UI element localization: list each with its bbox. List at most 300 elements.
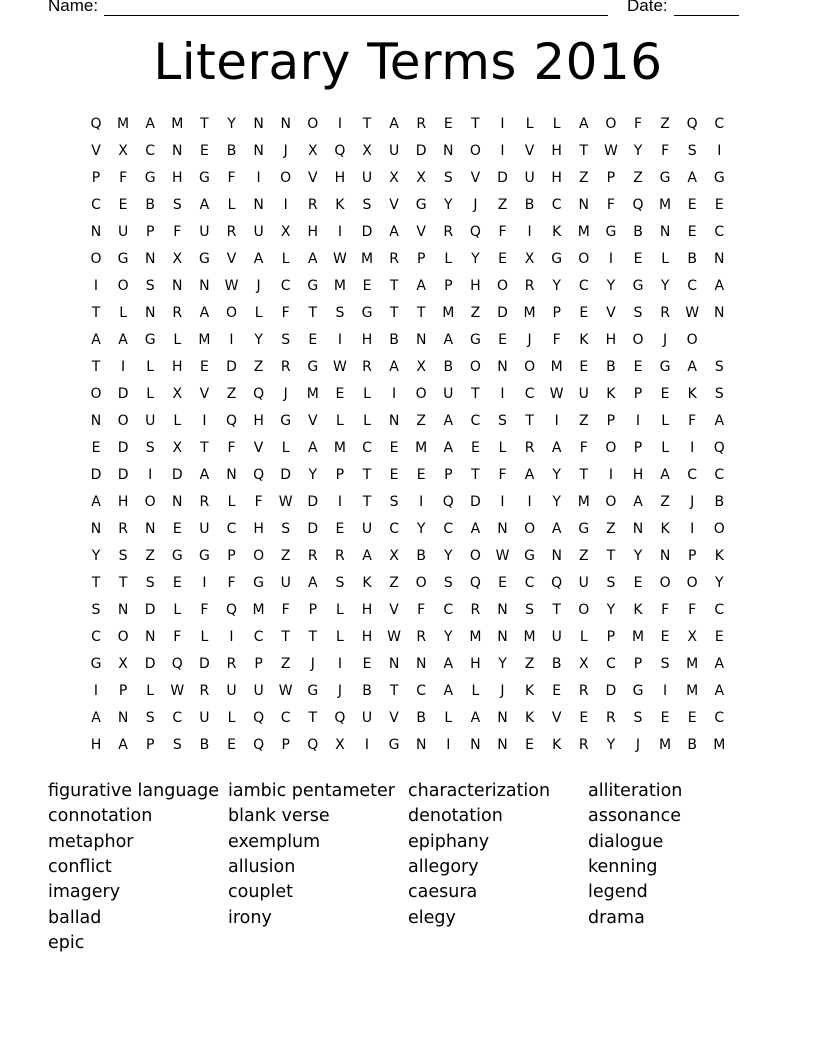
- grid-letter[interactable]: T: [389, 278, 399, 294]
- grid-letter[interactable]: O: [307, 116, 319, 132]
- grid-letter[interactable]: B: [199, 737, 210, 753]
- grid-letter[interactable]: Y: [715, 575, 724, 591]
- grid-letter[interactable]: Z: [280, 656, 291, 672]
- grid-letter[interactable]: L: [661, 440, 669, 456]
- grid-letter[interactable]: G: [632, 278, 644, 294]
- grid-letter[interactable]: Y: [633, 548, 643, 564]
- grid-letter[interactable]: O: [578, 251, 590, 267]
- grid-letter[interactable]: T: [281, 629, 290, 645]
- grid-letter[interactable]: O: [605, 440, 617, 456]
- grid-letter[interactable]: I: [202, 575, 207, 591]
- grid-letter[interactable]: I: [608, 467, 613, 483]
- grid-letter[interactable]: H: [551, 170, 562, 186]
- grid-letter[interactable]: T: [308, 629, 318, 645]
- grid-letter[interactable]: R: [578, 683, 589, 699]
- grid-letter[interactable]: Q: [551, 575, 563, 591]
- grid-letter[interactable]: H: [470, 656, 481, 672]
- grid-letter[interactable]: R: [307, 548, 318, 564]
- grid-letter[interactable]: C: [578, 278, 589, 294]
- grid-letter[interactable]: X: [172, 251, 183, 267]
- grid-letter[interactable]: V: [389, 602, 399, 618]
- grid-letter[interactable]: R: [118, 521, 128, 537]
- grid-letter[interactable]: P: [633, 386, 643, 402]
- grid-letter[interactable]: R: [389, 251, 399, 267]
- grid-letter[interactable]: Q: [632, 197, 644, 213]
- grid-letter[interactable]: X: [416, 359, 426, 375]
- grid-letter[interactable]: A: [551, 521, 562, 537]
- grid-letter[interactable]: Z: [226, 386, 237, 402]
- grid-letter[interactable]: I: [446, 737, 451, 753]
- grid-letter[interactable]: L: [525, 116, 534, 132]
- grid-letter[interactable]: Q: [686, 116, 698, 132]
- grid-letter[interactable]: H: [253, 521, 264, 537]
- grid-letter[interactable]: Z: [280, 548, 291, 564]
- grid-letter[interactable]: K: [606, 386, 616, 402]
- grid-letter[interactable]: N: [497, 521, 508, 537]
- grid-letter[interactable]: F: [661, 143, 670, 159]
- grid-letter[interactable]: A: [91, 494, 101, 510]
- grid-letter[interactable]: Y: [552, 278, 561, 294]
- grid-letter[interactable]: N: [117, 602, 129, 618]
- grid-letter[interactable]: B: [443, 359, 454, 375]
- grid-letter[interactable]: L: [173, 602, 182, 618]
- grid-letter[interactable]: O: [253, 548, 265, 564]
- grid-letter[interactable]: Y: [254, 332, 263, 348]
- grid-letter[interactable]: N: [90, 224, 102, 240]
- grid-letter[interactable]: E: [660, 710, 670, 726]
- grid-letter[interactable]: E: [633, 251, 643, 267]
- grid-letter[interactable]: B: [551, 656, 562, 672]
- grid-letter[interactable]: G: [659, 359, 671, 375]
- grid-letter[interactable]: J: [256, 278, 261, 294]
- grid-letter[interactable]: P: [444, 278, 453, 294]
- grid-letter[interactable]: D: [117, 440, 129, 456]
- grid-letter[interactable]: V: [199, 386, 210, 402]
- grid-letter[interactable]: D: [90, 467, 102, 483]
- grid-letter[interactable]: M: [550, 359, 563, 375]
- grid-letter[interactable]: K: [687, 386, 697, 402]
- grid-letter[interactable]: M: [713, 737, 726, 753]
- grid-letter[interactable]: H: [172, 170, 183, 186]
- grid-letter[interactable]: D: [497, 305, 508, 321]
- grid-letter[interactable]: F: [661, 602, 670, 618]
- grid-letter[interactable]: F: [579, 440, 588, 456]
- grid-letter[interactable]: E: [714, 197, 724, 213]
- grid-letter[interactable]: A: [389, 359, 399, 375]
- grid-letter[interactable]: R: [226, 224, 237, 240]
- grid-letter[interactable]: H: [361, 602, 373, 618]
- grid-letter[interactable]: E: [498, 575, 507, 591]
- grid-letter[interactable]: P: [444, 467, 453, 483]
- grid-letter[interactable]: Q: [171, 656, 183, 672]
- grid-letter[interactable]: T: [91, 305, 101, 321]
- grid-letter[interactable]: A: [253, 251, 264, 267]
- grid-letter[interactable]: Q: [469, 224, 481, 240]
- grid-letter[interactable]: T: [200, 116, 209, 132]
- grid-letter[interactable]: U: [524, 170, 535, 186]
- grid-letter[interactable]: Y: [91, 548, 101, 564]
- grid-letter[interactable]: C: [253, 629, 264, 645]
- grid-letter[interactable]: G: [90, 656, 102, 672]
- grid-letter[interactable]: E: [687, 710, 697, 726]
- grid-letter[interactable]: C: [145, 143, 156, 159]
- grid-letter[interactable]: E: [118, 197, 128, 213]
- grid-letter[interactable]: S: [335, 575, 345, 591]
- grid-letter[interactable]: P: [254, 656, 263, 672]
- grid-letter[interactable]: G: [605, 224, 617, 240]
- grid-letter[interactable]: B: [687, 737, 697, 753]
- grid-letter[interactable]: T: [362, 467, 372, 483]
- name-line[interactable]: [104, 15, 608, 16]
- grid-letter[interactable]: U: [443, 386, 454, 402]
- grid-letter[interactable]: F: [688, 413, 697, 429]
- grid-letter[interactable]: H: [334, 170, 346, 186]
- grid-letter[interactable]: D: [605, 683, 617, 699]
- grid-letter[interactable]: E: [633, 359, 643, 375]
- grid-letter[interactable]: G: [280, 413, 292, 429]
- grid-letter[interactable]: A: [443, 440, 454, 456]
- grid-letter[interactable]: P: [145, 224, 155, 240]
- grid-letter[interactable]: R: [416, 629, 427, 645]
- grid-letter[interactable]: U: [361, 521, 373, 537]
- grid-letter[interactable]: T: [416, 305, 426, 321]
- grid-letter[interactable]: N: [497, 602, 508, 618]
- grid-letter[interactable]: V: [226, 251, 237, 267]
- grid-letter[interactable]: F: [552, 332, 561, 348]
- grid-letter[interactable]: S: [362, 197, 372, 213]
- grid-letter[interactable]: L: [281, 440, 290, 456]
- grid-letter[interactable]: L: [444, 251, 453, 267]
- grid-letter[interactable]: R: [470, 602, 481, 618]
- grid-letter[interactable]: A: [687, 359, 697, 375]
- grid-letter[interactable]: L: [227, 710, 236, 726]
- grid-letter[interactable]: X: [687, 629, 697, 645]
- grid-letter[interactable]: C: [91, 197, 101, 213]
- grid-letter[interactable]: T: [308, 710, 318, 726]
- grid-letter[interactable]: E: [335, 386, 345, 402]
- grid-letter[interactable]: C: [606, 656, 616, 672]
- grid-letter[interactable]: A: [199, 197, 210, 213]
- grid-letter[interactable]: N: [280, 116, 291, 132]
- grid-letter[interactable]: N: [144, 629, 156, 645]
- grid-letter[interactable]: Y: [633, 143, 643, 159]
- grid-letter[interactable]: A: [308, 440, 318, 456]
- grid-letter[interactable]: B: [633, 224, 643, 240]
- grid-letter[interactable]: I: [337, 224, 342, 240]
- grid-letter[interactable]: O: [632, 332, 644, 348]
- grid-letter[interactable]: D: [171, 467, 183, 483]
- grid-letter[interactable]: U: [145, 413, 156, 429]
- grid-letter[interactable]: A: [443, 656, 454, 672]
- grid-letter[interactable]: E: [498, 332, 507, 348]
- grid-letter[interactable]: L: [119, 305, 127, 321]
- grid-letter[interactable]: W: [387, 629, 402, 645]
- grid-letter[interactable]: A: [714, 656, 725, 672]
- grid-letter[interactable]: O: [90, 251, 102, 267]
- grid-letter[interactable]: N: [172, 143, 183, 159]
- grid-letter[interactable]: G: [144, 170, 156, 186]
- grid-letter[interactable]: A: [416, 278, 426, 294]
- grid-letter[interactable]: T: [471, 386, 480, 402]
- grid-letter[interactable]: I: [337, 332, 342, 348]
- grid-letter[interactable]: L: [661, 413, 669, 429]
- grid-letter[interactable]: B: [226, 143, 237, 159]
- grid-letter[interactable]: C: [524, 386, 535, 402]
- grid-letter[interactable]: G: [307, 359, 319, 375]
- grid-letter[interactable]: F: [417, 602, 426, 618]
- grid-letter[interactable]: S: [389, 494, 399, 510]
- grid-letter[interactable]: W: [332, 251, 347, 267]
- grid-letter[interactable]: A: [714, 683, 725, 699]
- grid-letter[interactable]: U: [226, 683, 237, 699]
- grid-letter[interactable]: G: [659, 170, 671, 186]
- grid-letter[interactable]: V: [389, 197, 399, 213]
- grid-letter[interactable]: B: [606, 359, 616, 375]
- grid-letter[interactable]: A: [524, 467, 535, 483]
- grid-letter[interactable]: T: [471, 116, 480, 132]
- grid-letter[interactable]: C: [172, 710, 183, 726]
- grid-letter[interactable]: E: [91, 440, 101, 456]
- grid-letter[interactable]: N: [470, 737, 481, 753]
- grid-letter[interactable]: T: [308, 305, 318, 321]
- grid-letter[interactable]: A: [308, 251, 318, 267]
- grid-letter[interactable]: W: [332, 359, 347, 375]
- grid-letter[interactable]: I: [527, 224, 532, 240]
- grid-letter[interactable]: K: [633, 602, 643, 618]
- grid-letter[interactable]: T: [389, 683, 399, 699]
- grid-letter[interactable]: M: [577, 494, 590, 510]
- grid-letter[interactable]: H: [361, 332, 373, 348]
- grid-letter[interactable]: B: [687, 251, 697, 267]
- grid-letter[interactable]: M: [523, 629, 536, 645]
- grid-letter[interactable]: O: [117, 278, 129, 294]
- grid-letter[interactable]: A: [199, 467, 210, 483]
- grid-letter[interactable]: K: [660, 521, 670, 537]
- grid-letter[interactable]: X: [172, 386, 183, 402]
- grid-letter[interactable]: O: [469, 359, 481, 375]
- grid-letter[interactable]: H: [605, 332, 617, 348]
- grid-letter[interactable]: E: [687, 224, 697, 240]
- grid-letter[interactable]: O: [415, 575, 427, 591]
- grid-letter[interactable]: S: [498, 413, 507, 429]
- grid-letter[interactable]: L: [335, 629, 344, 645]
- grid-letter[interactable]: C: [389, 521, 399, 537]
- grid-letter[interactable]: S: [714, 386, 724, 402]
- grid-letter[interactable]: Y: [444, 629, 453, 645]
- grid-letter[interactable]: J: [283, 386, 288, 402]
- grid-letter[interactable]: F: [173, 224, 182, 240]
- grid-letter[interactable]: L: [335, 413, 344, 429]
- grid-letter[interactable]: P: [687, 548, 697, 564]
- grid-letter[interactable]: C: [470, 413, 481, 429]
- grid-letter[interactable]: M: [469, 629, 482, 645]
- grid-letter[interactable]: O: [686, 575, 698, 591]
- grid-letter[interactable]: W: [603, 143, 618, 159]
- grid-letter[interactable]: B: [524, 197, 535, 213]
- grid-letter[interactable]: X: [308, 143, 318, 159]
- grid-letter[interactable]: Z: [524, 656, 535, 672]
- grid-letter[interactable]: G: [117, 251, 129, 267]
- grid-letter[interactable]: M: [686, 656, 699, 672]
- grid-letter[interactable]: I: [202, 413, 207, 429]
- grid-letter[interactable]: O: [469, 548, 481, 564]
- grid-letter[interactable]: G: [524, 548, 536, 564]
- grid-letter[interactable]: E: [633, 575, 643, 591]
- grid-letter[interactable]: E: [227, 737, 236, 753]
- grid-letter[interactable]: B: [714, 494, 725, 510]
- grid-letter[interactable]: U: [253, 683, 264, 699]
- grid-letter[interactable]: A: [579, 116, 589, 132]
- grid-letter[interactable]: J: [500, 683, 505, 699]
- grid-letter[interactable]: D: [117, 386, 129, 402]
- grid-letter[interactable]: M: [333, 278, 346, 294]
- grid-letter[interactable]: M: [659, 737, 672, 753]
- grid-letter[interactable]: W: [170, 683, 185, 699]
- grid-letter[interactable]: V: [524, 143, 535, 159]
- grid-letter[interactable]: J: [473, 197, 478, 213]
- grid-letter[interactable]: U: [117, 224, 129, 240]
- grid-letter[interactable]: E: [687, 197, 697, 213]
- grid-letter[interactable]: U: [578, 386, 589, 402]
- grid-letter[interactable]: A: [470, 710, 481, 726]
- grid-letter[interactable]: B: [416, 548, 426, 564]
- grid-letter[interactable]: X: [389, 548, 399, 564]
- grid-letter[interactable]: C: [714, 602, 725, 618]
- grid-letter[interactable]: C: [551, 197, 562, 213]
- grid-letter[interactable]: A: [660, 467, 670, 483]
- grid-letter[interactable]: M: [198, 332, 211, 348]
- grid-letter[interactable]: R: [606, 710, 616, 726]
- grid-letter[interactable]: Y: [471, 251, 480, 267]
- grid-letter[interactable]: Y: [606, 278, 616, 294]
- grid-letter[interactable]: O: [524, 521, 536, 537]
- grid-letter[interactable]: Q: [334, 710, 346, 726]
- grid-letter[interactable]: D: [280, 467, 292, 483]
- grid-letter[interactable]: A: [199, 305, 210, 321]
- grid-letter[interactable]: J: [310, 656, 315, 672]
- grid-letter[interactable]: H: [470, 278, 481, 294]
- grid-letter[interactable]: R: [416, 116, 427, 132]
- grid-letter[interactable]: I: [148, 467, 153, 483]
- grid-letter[interactable]: O: [90, 386, 102, 402]
- grid-letter[interactable]: A: [389, 116, 399, 132]
- grid-letter[interactable]: E: [199, 143, 209, 159]
- grid-letter[interactable]: T: [91, 575, 101, 591]
- grid-letter[interactable]: N: [443, 143, 454, 159]
- grid-letter[interactable]: L: [200, 629, 209, 645]
- grid-letter[interactable]: L: [363, 413, 371, 429]
- grid-letter[interactable]: K: [552, 224, 562, 240]
- grid-letter[interactable]: Z: [497, 197, 508, 213]
- grid-letter[interactable]: I: [500, 494, 505, 510]
- grid-letter[interactable]: F: [200, 602, 209, 618]
- grid-letter[interactable]: I: [500, 116, 505, 132]
- grid-letter[interactable]: R: [362, 359, 372, 375]
- grid-letter[interactable]: V: [91, 143, 101, 159]
- grid-letter[interactable]: V: [416, 224, 426, 240]
- grid-letter[interactable]: P: [335, 467, 345, 483]
- grid-letter[interactable]: L: [146, 359, 155, 375]
- grid-letter[interactable]: C: [714, 710, 725, 726]
- grid-letter[interactable]: I: [121, 359, 126, 375]
- grid-letter[interactable]: N: [415, 656, 427, 672]
- grid-letter[interactable]: R: [524, 278, 535, 294]
- grid-letter[interactable]: U: [361, 710, 373, 726]
- grid-letter[interactable]: K: [525, 710, 535, 726]
- grid-letter[interactable]: N: [388, 413, 400, 429]
- grid-letter[interactable]: I: [635, 413, 641, 429]
- grid-letter[interactable]: D: [307, 494, 319, 510]
- grid-letter[interactable]: I: [608, 251, 613, 267]
- grid-letter[interactable]: T: [91, 359, 101, 375]
- grid-letter[interactable]: O: [659, 575, 671, 591]
- grid-letter[interactable]: I: [93, 683, 99, 699]
- grid-letter[interactable]: L: [281, 251, 290, 267]
- grid-letter[interactable]: M: [415, 440, 428, 456]
- grid-letter[interactable]: N: [144, 521, 156, 537]
- grid-letter[interactable]: V: [389, 710, 399, 726]
- grid-letter[interactable]: Q: [253, 737, 265, 753]
- grid-letter[interactable]: Q: [442, 494, 454, 510]
- grid-letter[interactable]: P: [606, 413, 616, 429]
- grid-letter[interactable]: F: [227, 575, 236, 591]
- grid-letter[interactable]: N: [497, 629, 508, 645]
- grid-letter[interactable]: S: [91, 602, 101, 618]
- grid-letter[interactable]: P: [281, 737, 290, 753]
- grid-letter[interactable]: K: [335, 197, 345, 213]
- grid-letter[interactable]: O: [117, 629, 129, 645]
- grid-letter[interactable]: D: [361, 224, 373, 240]
- grid-letter[interactable]: O: [524, 359, 536, 375]
- grid-letter[interactable]: M: [631, 629, 645, 645]
- grid-letter[interactable]: H: [361, 629, 373, 645]
- grid-letter[interactable]: G: [632, 683, 644, 699]
- grid-letter[interactable]: L: [552, 116, 561, 132]
- grid-letter[interactable]: K: [579, 332, 589, 348]
- grid-letter[interactable]: T: [552, 602, 561, 618]
- grid-letter[interactable]: N: [226, 467, 237, 483]
- grid-letter[interactable]: O: [225, 305, 238, 321]
- grid-letter[interactable]: H: [117, 494, 129, 510]
- grid-letter[interactable]: T: [362, 494, 372, 510]
- grid-letter[interactable]: G: [307, 683, 319, 699]
- grid-letter[interactable]: U: [280, 575, 291, 591]
- grid-letter[interactable]: D: [415, 143, 427, 159]
- grid-letter[interactable]: E: [416, 467, 426, 483]
- grid-letter[interactable]: C: [280, 278, 291, 294]
- grid-letter[interactable]: U: [578, 575, 589, 591]
- grid-letter[interactable]: A: [118, 737, 128, 753]
- grid-letter[interactable]: N: [497, 710, 508, 726]
- grid-letter[interactable]: C: [443, 521, 454, 537]
- grid-letter[interactable]: I: [337, 656, 342, 672]
- grid-letter[interactable]: N: [172, 278, 183, 294]
- grid-letter[interactable]: T: [579, 467, 589, 483]
- grid-letter[interactable]: K: [714, 548, 724, 564]
- grid-letter[interactable]: O: [496, 278, 509, 294]
- grid-letter[interactable]: U: [361, 170, 373, 186]
- grid-letter[interactable]: I: [256, 170, 261, 186]
- grid-letter[interactable]: V: [470, 170, 481, 186]
- grid-letter[interactable]: I: [717, 143, 722, 159]
- grid-letter[interactable]: E: [714, 629, 724, 645]
- grid-letter[interactable]: Y: [552, 467, 561, 483]
- grid-letter[interactable]: G: [253, 575, 265, 591]
- grid-letter[interactable]: G: [578, 521, 590, 537]
- grid-letter[interactable]: N: [253, 116, 264, 132]
- grid-letter[interactable]: D: [117, 467, 129, 483]
- grid-letter[interactable]: C: [362, 440, 372, 456]
